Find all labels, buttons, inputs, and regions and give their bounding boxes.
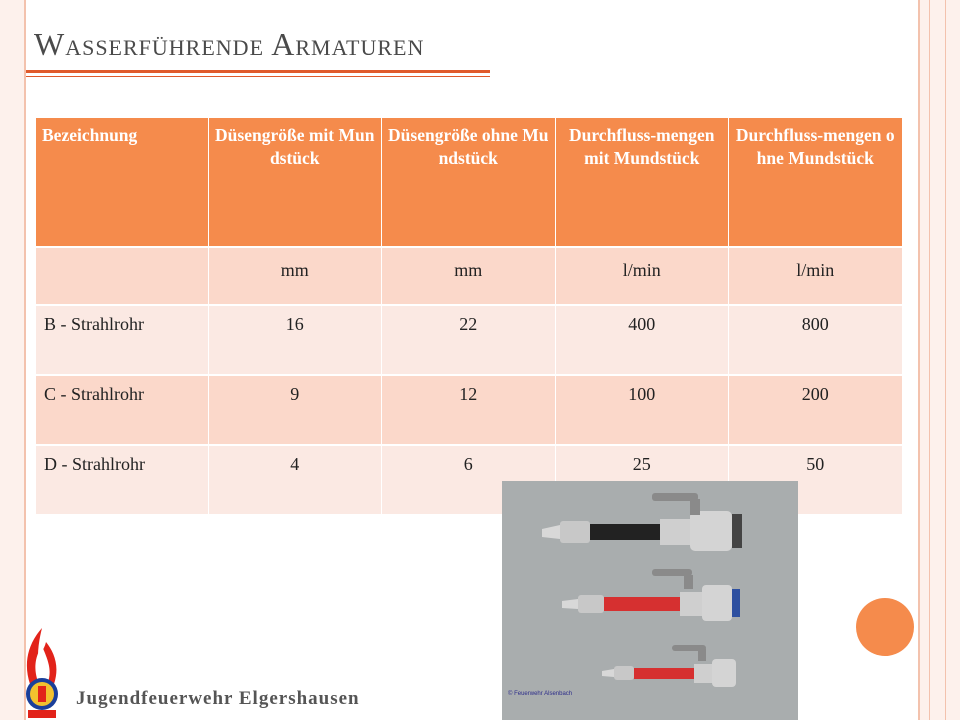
- unit-cell: l/min: [729, 247, 903, 305]
- jugendfeuerwehr-logo-icon: [20, 626, 64, 720]
- header-cell: Bezeichnung: [36, 118, 208, 247]
- footer-organization: Jugendfeuerwehr Elgershausen: [76, 688, 360, 709]
- nozzles-photo: [502, 481, 798, 720]
- row-label: C - Strahlrohr: [36, 375, 208, 445]
- orange-circle-decoration: [856, 598, 914, 656]
- photo-caption: © Feuerwehr Alsenbach: [508, 691, 573, 697]
- table-row: [36, 305, 902, 375]
- frame-right-line: [945, 0, 946, 720]
- table-header-row: [36, 118, 902, 247]
- slide-title: Wasserführende Armaturen: [34, 26, 425, 62]
- frame-right-line: [929, 0, 930, 720]
- nozzle-table: [36, 118, 903, 514]
- frame-left-line: [24, 0, 26, 720]
- header-cell: Durchfluss-mengen ohne Mundstück: [729, 118, 903, 247]
- table-cell: 22: [382, 305, 556, 375]
- unit-cell: [36, 247, 208, 305]
- table-cell: 800: [729, 305, 903, 375]
- table-cell: 9: [208, 375, 382, 445]
- table-cell: 400: [555, 305, 729, 375]
- frame-right-border: [918, 0, 960, 720]
- table-cell: 100: [555, 375, 729, 445]
- row-label: D - Strahlrohr: [36, 445, 208, 514]
- table-cell: 50: [729, 445, 903, 514]
- table-cell: 12: [382, 375, 556, 445]
- table-cell: 200: [729, 375, 903, 445]
- frame-right-line: [918, 0, 920, 720]
- table-cell: 4: [208, 445, 382, 514]
- row-label: B - Strahlrohr: [36, 305, 208, 375]
- header-cell: Düsengröße mit Mundstück: [208, 118, 382, 247]
- units-row: [36, 247, 902, 305]
- table-row: [36, 375, 902, 445]
- header-cell: Düsengröße ohne Mundstück: [382, 118, 556, 247]
- header-cell: Durchfluss-mengen mit Mundstück: [555, 118, 729, 247]
- unit-cell: mm: [382, 247, 556, 305]
- title-underline-thin: [26, 76, 490, 77]
- table-cell: 16: [208, 305, 382, 375]
- title-underline: [26, 70, 490, 73]
- unit-cell: mm: [208, 247, 382, 305]
- unit-cell: l/min: [555, 247, 729, 305]
- table-cell: 25: [555, 445, 729, 514]
- frame-left-border: [0, 0, 26, 720]
- table-cell: 6: [382, 445, 556, 514]
